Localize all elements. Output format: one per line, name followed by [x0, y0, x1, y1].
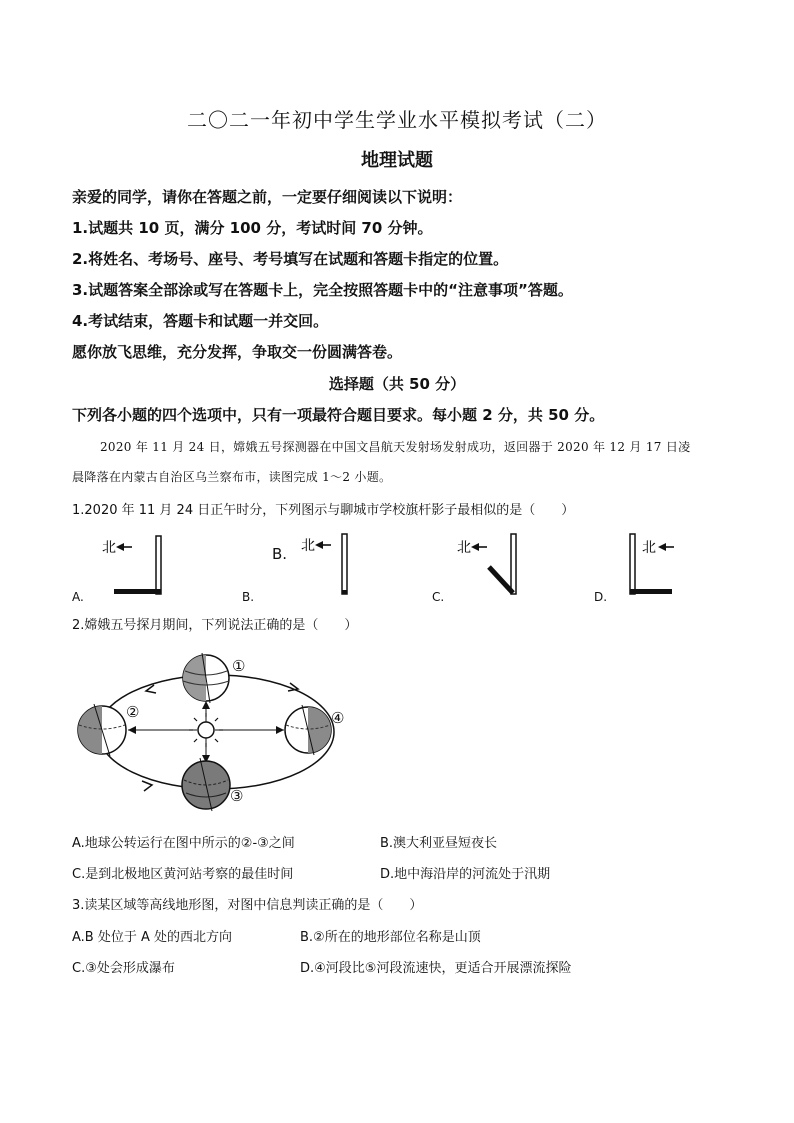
earth-orbit-svg — [72, 645, 362, 820]
earth-position-4 — [285, 705, 331, 755]
q1-option-b-diagram — [265, 530, 365, 608]
q1-option-c-diagram — [445, 530, 545, 608]
earth-orbit-diagram — [72, 645, 362, 820]
q1-option-b-figure — [265, 530, 365, 608]
position-label-1: ① — [232, 657, 246, 675]
north-label: 北 — [301, 538, 315, 554]
q3-option-d: D.④河段比⑤河段流速快，更适合开展漂流探险 — [300, 961, 572, 976]
north-label: 北 — [102, 540, 116, 556]
north-label: 北 — [642, 540, 656, 556]
orbit-arrow — [142, 781, 152, 791]
flagpole-shadow — [630, 589, 672, 594]
q1-option-d-figure — [620, 530, 720, 608]
sun-icon — [198, 722, 214, 738]
arrowhead — [276, 726, 284, 734]
q1-option-d-label: D. — [594, 590, 608, 604]
question-2-stem: 2.嫦娥五号探月期间，下列说法正确的是（ ） — [72, 618, 358, 633]
section-title: 选择题（共 50 分） — [328, 375, 466, 393]
q2-option-d: D.地中海沿岸的河流处于汛期 — [380, 867, 551, 882]
north-arrowhead — [116, 543, 124, 551]
north-label: 北 — [457, 540, 471, 556]
q3-option-c: C.③处会形成瀑布 — [72, 961, 175, 976]
passage-line-1: 2020 年 11 月 24 日，嫦娥五号探测器在中国文昌航天发射场发射成功，返回器于 2020 年 12 月 17 日凌 — [100, 440, 691, 454]
q1-option-a-diagram — [70, 530, 180, 608]
q2-option-b: B.澳大利亚昼短夜长 — [380, 836, 498, 851]
exam-subject: 地理试题 — [361, 150, 433, 171]
q3-option-b: B.②所在的地形部位名称是山顶 — [300, 930, 481, 945]
question-1-stem: 1.2020 年 11 月 24 日正午时分，下列图示与聊城市学校旗杆影子最相似的是（ ） — [72, 503, 575, 518]
q1-option-a-label: A. — [72, 590, 84, 604]
exam-title: 二〇二一年初中学生学业水平模拟考试（二） — [187, 108, 607, 132]
instruction-item-1: 1.试题共 10 页，满分 100 分，考试时间 70 分钟。 — [72, 219, 433, 237]
q1-option-c-label: C. — [432, 590, 445, 604]
question-3-stem: 3.读某区域等高线地形图，对图中信息判读正确的是（ ） — [72, 898, 423, 913]
flagpole — [342, 534, 347, 594]
q1-option-a-figure — [70, 530, 180, 608]
instructions-closing: 愿你放飞思维，充分发挥，争取交一份圆满答卷。 — [72, 343, 403, 361]
arrowhead — [202, 701, 210, 709]
earth-position-2 — [78, 704, 126, 756]
earth-position-3 — [182, 758, 230, 811]
position-label-2: ② — [126, 703, 140, 721]
q2-option-c: C.是到北极地区黄河站考察的最佳时间 — [72, 867, 294, 882]
q1-option-d-diagram — [620, 530, 720, 608]
instructions-intro: 亲爱的同学，请你在答题之前，一定要仔细阅读以下说明： — [72, 188, 463, 206]
flagpole — [156, 536, 161, 594]
q2-option-a: A.地球公转运行在图中所示的②-③之间 — [72, 836, 295, 851]
north-arrowhead — [315, 541, 323, 549]
section-directions: 下列各小题的四个选项中，只有一项最符合题目要求。每小题 2 分，共 50 分。 — [72, 406, 605, 424]
position-label-4: ④ — [331, 709, 345, 727]
instruction-item-4: 4.考试结束，答题卡和试题一并交回。 — [72, 312, 329, 330]
q3-option-a: A.B 处位于 A 处的西北方向 — [72, 930, 233, 945]
q1-option-b-label: B. — [242, 590, 255, 604]
q1-option-c-figure — [445, 530, 545, 608]
flagpole-shadow — [114, 589, 161, 594]
flagpole — [511, 534, 516, 594]
q1-option-b-big-label: B. — [272, 545, 288, 563]
instruction-item-2: 2.将姓名、考场号、座号、考号填写在试题和答题卡指定的位置。 — [72, 250, 509, 268]
position-label-3: ③ — [230, 787, 244, 805]
north-arrowhead — [658, 543, 666, 551]
north-arrowhead — [471, 543, 479, 551]
arrowhead — [128, 726, 136, 734]
passage-line-2: 晨降落在内蒙古自治区乌兰察布市，读图完成 1～2 小题。 — [72, 470, 392, 484]
flagpole — [630, 534, 635, 594]
flagpole-shadow — [489, 567, 513, 593]
instruction-item-3: 3.试题答案全部涂或写在答题卡上，完全按照答题卡中的“注意事项”答题。 — [72, 281, 573, 299]
earth-position-1 — [183, 653, 229, 703]
flagpole-shadow — [342, 590, 347, 594]
